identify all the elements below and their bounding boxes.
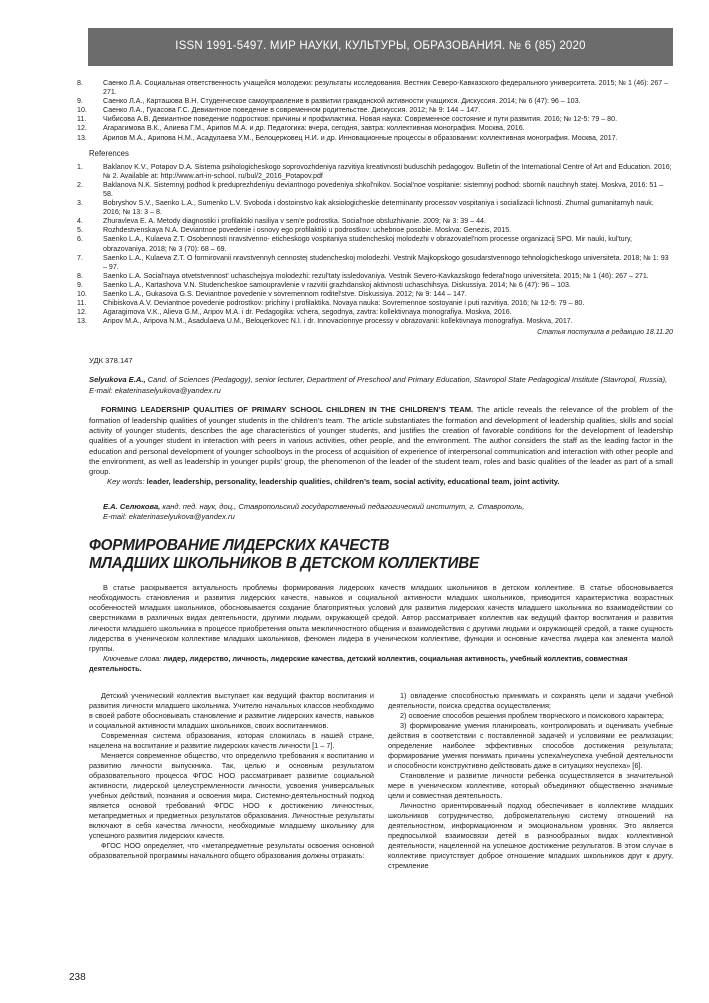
author-email-ru: E-mail: ekaterinaselyukova@yandex.ru xyxy=(103,512,235,522)
article-title-ru-line2: МЛАДШИХ ШКОЛЬНИКОВ В ДЕТСКОМ КОЛЛЕКТИВЕ xyxy=(89,554,479,572)
reference-item: 7. Saenko L.A., Kulaeva Z.T. O formirovanii nravstvennyh cennostej studencheskoj molodezhi. Vestnik Majkopskogo gosudarstvennogo tehnologicheskogo universiteta. 2018; № 1: 93 – 97. xyxy=(77,253,669,271)
journal-header xyxy=(88,28,673,66)
article-title-en: FORMING LEADERSHIP QUALITIES OF PRIMARY SCHOOL CHILDREN IN THE CHILDREN’S TEAM. xyxy=(101,405,474,415)
paragraph: Меняется современное общество, что определило требования к воспитанию и развитию личности выпускника. Так, целью и основным результатом образовательного процесса ФГОС НОО рассматривает развитие социальной активности, лидерской целеустремленности личности, усвоения универсальных учебных действий, познания и освоения мира. Системно-деятельностный подход является основой требований ФГОС НОО к достижению личностных, метапредметных и предметных результатов образования. Личностные результаты включают в себя качества личности, необходимые младшему школьнику для успешного развития лидерских качеств. xyxy=(89,750,374,840)
reference-item: 11. Chibiskova A.V. Deviantnoe povedenie podrostkov: prichiny i profilaktika. Novaya nauka: Sovremennoe sostoyanie i puti razvitiya. 2016; № 12-5: 79 – 80. xyxy=(77,299,585,308)
reference-item: 12. Агарагимова В.К., Алиева Г.М., Арипов М.А. и др. Педагогика: вчера, сегодня, завтра: коллективная монография. Москва, 2016. xyxy=(77,124,525,133)
author-affiliation-en: Cand. of Sciences (Pedagogy), senior lecturer, Department of Preschool and Primary Education, Stavropol State Pedagogical Institute (Stavropol, Russia), E-mail: ekaterinaselyukova@yandex.ru xyxy=(89,375,668,395)
keywords-ru-text: лидер, лидерство, личность, лидерские качества, детский коллектив, социальная активность, учебный коллектив, совместная деятельность. xyxy=(89,654,628,674)
body-column-left xyxy=(89,691,374,871)
abstract-en xyxy=(89,405,673,477)
article-title-ru-line1: ФОРМИРОВАНИЕ ЛИДЕРСКИХ КАЧЕСТВ xyxy=(89,536,390,554)
references-ru-list xyxy=(77,79,673,143)
abstract-en-body: The article reveals the relevance of the problem of the formation of leadership qualities of younger students in the children’s team. The article substantiates the formation and development of leadership qualities, skills and social activity of younger students, describes the age characteristics of younger students, and justifies the creation of favorable conditions for the development of leadership qualities of a younger student in interaction with peers in various activities, other people, and the environment. The author considers the staff as the leading factor in the education and personal development of younger schoolboys in the process of acquisition of experience of interpersonal communication and interaction with other people and the environment, as well as leadership in younger pupils’ group, the phenomenon of the leader of the student team, roles and basic qualities of the leader as part of a small group. xyxy=(89,405,673,477)
reference-item: 8. Саенко Л.А. Социальная ответственность учащейся молодежи: результаты исследования. Вестник Северо-Кавказского федерального университета. 2015; № 1 (46): 267 – 271. xyxy=(77,79,669,97)
references-en-list xyxy=(77,162,673,327)
reference-item: 8. Saenko L.A. Social'naya otvetstvennost' uchaschejsya molodezhi: rezul'taty issledovaniya. Vestnik Severo-Kavkazskogo federal'nogo universiteta. 2015; № 1 (46): 267 – 271. xyxy=(77,271,649,280)
reference-item: 9. Saenko L.A., Kartashova V.N. Studencheskoe samoupravlenie v razvitii grazhdanskoj aktivnosti uchaschihsya. Diskussiya. 2014; № 6 (47): 96 – 103. xyxy=(77,280,571,289)
keywords-ru xyxy=(89,654,673,674)
reference-item: 10. Saenko L.A., Gukasova G.S. Deviantnoe povedenie v sovremennom roditel'stve. Diskussiya. 2012; № 9: 144 – 147. xyxy=(77,289,467,298)
udk-code: УДК 378.147 xyxy=(89,356,133,366)
reference-item: 1. Baklanov K.V., Potapov D.A. Sistema psihologicheskogo soprovozhdeniya razvitiya kreativnosti buduschih pedagogov. Bulletin of the International Centre of Art and Education. 2016; № 2. Available at: http://www.art-in-school. ru/bul/2_2016_Potapov.pdf xyxy=(77,162,672,180)
reference-item: 9. Саенко Л.А., Карташова В.Н. Студенческое самоуправление в развитии гражданской активности учащихся. Дискуссия. 2014; № 6 (47): 96 – 103. xyxy=(77,97,581,106)
keywords-en-label: Key words: xyxy=(107,477,145,487)
author-affiliation-ru: канд. пед. наук, доц., Ставропольский государственный педагогический институт, г. Ставрополь, xyxy=(160,501,525,511)
reference-item: 6. Saenko L.A., Kulaeva Z.T. Osobennosti nravstvenno- eticheskogo vospitaniya studencheskoj molodezhi v obrazovatel'nom processe organizacij SPO. Mir nauki, kul'tury, obrazovaniya. 2018; № 3 (70): 68 – 69. xyxy=(77,235,632,253)
reference-item: 4. Zhuravleva E. A. Metody diagnostiki i profilaktiki nasiliya v sem'e podrostka. Social'noe obsluzhivanie. 2009; № 3: 39 – 44. xyxy=(77,217,486,226)
paragraph: 3) формирование умения планировать, контролировать и оценивать учебные действия в соответствии с поставленной задачей и условиями ее реализации; определение наиболее эффективных способов достижения результата; формирование умения понимать причины успеха/неуспеха учебной деятельности и способности конструктивно действовать даже в ситуациях неуспеха» [6]. xyxy=(388,720,673,770)
page-content xyxy=(77,79,673,871)
author-name-ru: Е.А. Селюкова, xyxy=(103,501,161,511)
reference-item: 13. Арипов М.А., Арипова Н.М., Асадулаева У.М., Белоцерковец Н.И. и др. Инновационные процессы в образовании: коллективная монография. Москва, 2017. xyxy=(77,133,618,142)
reference-item: 13. Aripov M.A., Aripova N.M., Asadulaeva U.M., Beloцerkovec N.I. i dr. Innovacionnye processy v obrazovanii: kollektivnaya monografiya. Moskva, 2017. xyxy=(77,317,573,326)
paragraph: 1) овладение способностью принимать и сохранять цели и задачи учебной деятельности, поиска средства осуществления; xyxy=(388,690,673,710)
keywords-en-text: leader, leadership, personality, leadership qualities, children’s team, social activity, educational team, joint activity. xyxy=(144,477,560,487)
received-date: Статья поступила в редакцию 18.11.20 xyxy=(537,328,673,337)
paragraph: Становление и развитие личности ребенка осуществляется в значительной мере в ученическом коллективе, который объединяют общественно значимые цели и совместная деятельность. xyxy=(388,770,673,800)
keywords-ru-label: Ключевые слова: xyxy=(103,654,162,664)
reference-item: 2. Baklanova N.K. Sistemnyj podhod k preduprezhdeniyu deviantnogo povedeniya shkol'nikov. Social'noe vospitanie: sistemnyj podhod: sbornik nauchnyh statej. Moskva, 2016: 51 – 58. xyxy=(77,180,664,198)
paragraph: Детский ученический коллектив выступает как ведущий фактор воспитания и развития личности младшего школьника. Учителю начальных классов необходимо в своей работе обосновывать становление и развитие лидерских качеств, навыков и социальной активности младших школьников, своих воспитанников. xyxy=(89,690,374,730)
abstract-ru: В статье раскрывается актуальность проблемы формирования лидерских качеств младших школьников в детском коллективе. В статье обосновывается необходимость становления и развития лидерских качеств, навыков и социальной активности младших школьников, приводится характеристика возрастных особенностей младших школьников, обосновывается создание благоприятных условий для развития лидерских качеств младшего школьника во взаимодействии со сверстниками в различных видах деятельности, другими людьми, окружающей средой. Автор рассматривает коллектив как ведущий фактор воспитания и развития личности младшего школьника в процессе приобретения опыта межличностного общения и взаимодействия с другими людьми и окружающей средой, а также сущность лидерства в ученическом коллективе младших школьников, феномен лидера в ученическом коллективе, функции и основные качества лидера как элемента малой группы. xyxy=(89,582,673,653)
reference-item: 10. Саенко Л.А., Гукасова Г.С. Девиантное поведение в современном родительстве. Дискуссия. 2012; № 9: 144 – 147. xyxy=(77,106,481,115)
reference-item: 5. Rozhdestvenskaya N.A. Deviantnoe povedenie i osnovy ego profilaktiki u podrostkov: uchebnoe posobie. Moskva: Genezis, 2015. xyxy=(77,226,512,235)
journal-header-text: ISSN 1991-5497. МИР НАУКИ, КУЛЬТУРЫ, ОБРАЗОВАНИЯ. № 6 (85) 2020 xyxy=(175,40,586,52)
paragraph: Современная система образования, которая сложилась в нашей стране, нацелена на воспитание и развитие лидерских качеств личности [1 – 7]. xyxy=(89,730,374,750)
reference-item: 3. Bobryshov S.V., Saenko L.A., Sumenko L.V. Svoboda i dostoinstvo kak aksiologicheskie determinanty processov vospitaniya i socializacii lichnosti. Zhurnal gumanitarnyh nauk. 2016; № 13: 3 – 8. xyxy=(77,199,654,217)
author-info-en xyxy=(89,375,673,396)
page-number: 238 xyxy=(69,972,86,983)
author-name-en: Selyukova E.A., xyxy=(89,375,146,385)
body-columns xyxy=(89,691,673,871)
paragraph: Личностно ориентированный подход обеспечивает в коллективе младших школьников сотрудничество, доброжелательную систему отношений на деятельностном, информационном и эмоциональном уровнях. Это является предпосылкой взаимосвязи детей в разнообразных видах коллективной деятельности, нацеленной на успешное достижение результатов. В этом случае в коллективе присутствует доброе отношение младших школьников друг к другу, стремление xyxy=(388,800,673,870)
keywords-en xyxy=(107,477,673,487)
references-heading: References xyxy=(89,148,129,158)
author-info-ru xyxy=(103,502,673,523)
paragraph: ФГОС НОО определяет, что «метапредметные результаты освоения основной образовательной программы начального общего образования должны отражать: xyxy=(89,840,374,860)
reference-item: 11. Чибисова А.В. Девиантное поведение подростков: причины и профилактика. Новая наука: Современное состояние и пути развития. 2016; № 12-5: 79 – 80. xyxy=(77,115,618,124)
reference-item: 12. Agaragimova V.K., Alieva G.M., Aripov M.A. i dr. Pedagogika: vchera, segodnya, zavtra: kollektivnaya monografiya. Moskva, 2016. xyxy=(77,308,512,317)
body-column-right xyxy=(388,691,673,871)
article-title-ru xyxy=(89,537,661,573)
paragraph: 2) освоение способов решения проблем творческого и поискового характера; xyxy=(400,710,664,720)
